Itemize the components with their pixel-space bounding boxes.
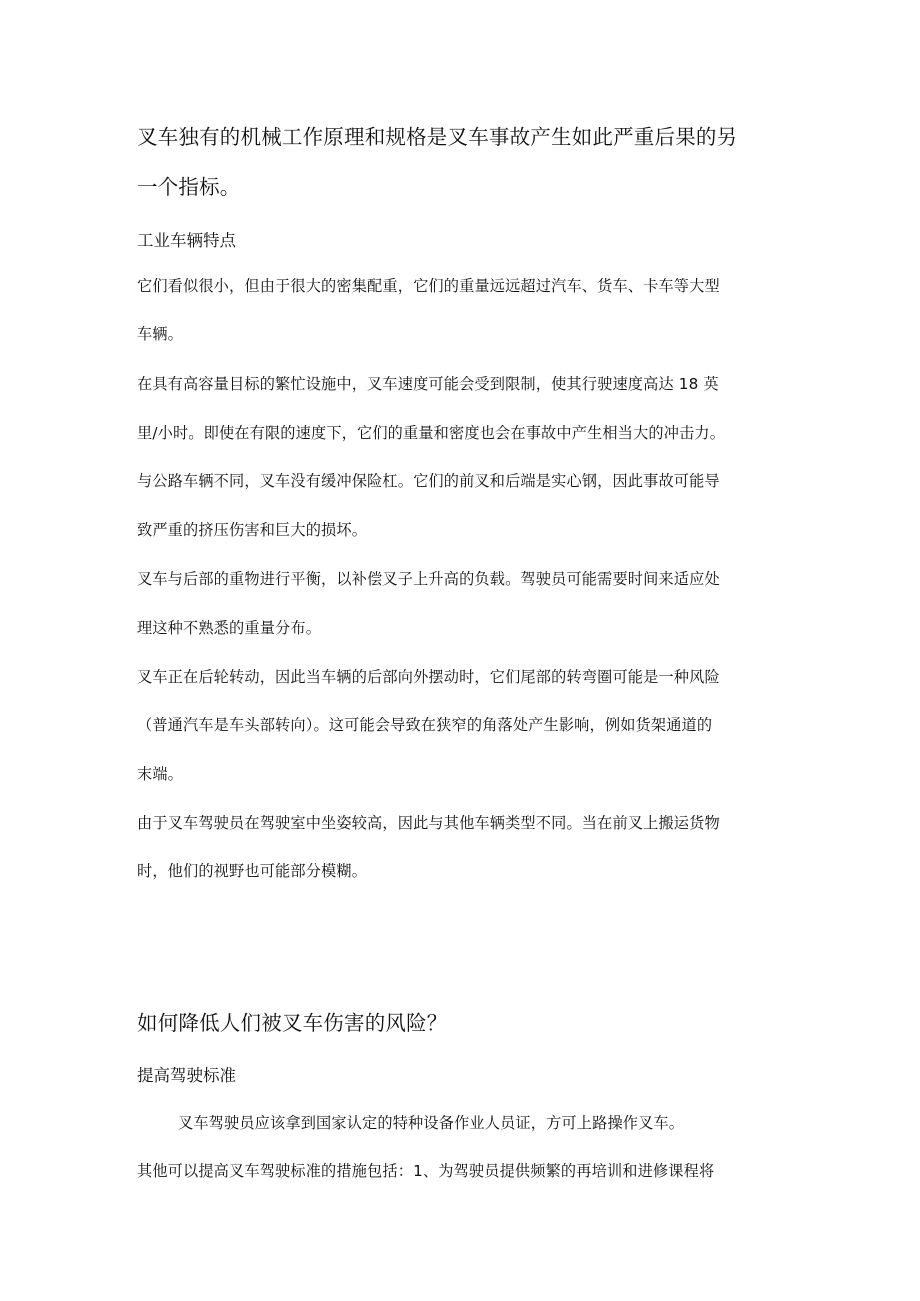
paragraph-line: 叉车驾驶员应该拿到国家认定的特种设备作业人员证，方可上路操作叉车。	[178, 1114, 685, 1132]
section-heading-line: 一个指标。	[137, 175, 241, 199]
paragraph-line: 时，他们的视野也可能部分模糊。	[137, 862, 368, 880]
section-heading-line: 叉车独有的机械工作原理和规格是叉车事故产生如此严重后果的另	[137, 125, 738, 149]
paragraph-line: （普通汽车是车头部转向）。这可能会导致在狭窄的角落处产生影响，例如货架通道的	[137, 716, 713, 734]
paragraph-line: 车辆。	[137, 325, 184, 343]
paragraph-line: 与公路车辆不同，叉车没有缓冲保险杠。它们的前叉和后端是实心钢，因此事故可能导	[137, 472, 720, 490]
section-subheading: 工业车辆特点	[137, 231, 236, 250]
paragraph-line: 其他可以提高叉车驾驶标准的措施包括：1、为驾驶员提供频繁的再培训和进修课程将	[137, 1162, 715, 1180]
paragraph-line: 末端。	[137, 765, 184, 783]
paragraph-line: 理这种不熟悉的重量分布。	[137, 619, 322, 637]
paragraph-line: 里/小时。即使在有限的速度下，它们的重量和密度也会在事故中产生相当大的冲击力。	[137, 424, 726, 442]
paragraph-line: 叉车正在后轮转动，因此当车辆的后部向外摆动时，它们尾部的转弯圈可能是一种风险	[137, 668, 720, 686]
section-subheading: 提高驾驶标准	[137, 1066, 236, 1085]
paragraph-line: 致严重的挤压伤害和巨大的损坏。	[137, 521, 368, 539]
paragraph-line: 它们看似很小，但由于很大的密集配重，它们的重量远远超过汽车、货车、卡车等大型	[137, 277, 720, 295]
paragraph-line: 在具有高容量目标的繁忙设施中，叉车速度可能会受到限制，使其行驶速度高达 18 英	[137, 375, 719, 393]
paragraph-line: 叉车与后部的重物进行平衡，以补偿叉子上升高的负载。驾驶员可能需要时间来适应处	[137, 570, 720, 588]
section-heading-line: 如何降低人们被叉车伤害的风险？	[137, 1011, 448, 1035]
paragraph-line: 由于叉车驾驶员在驾驶室中坐姿较高，因此与其他车辆类型不同。当在前叉上搬运货物	[137, 814, 720, 832]
